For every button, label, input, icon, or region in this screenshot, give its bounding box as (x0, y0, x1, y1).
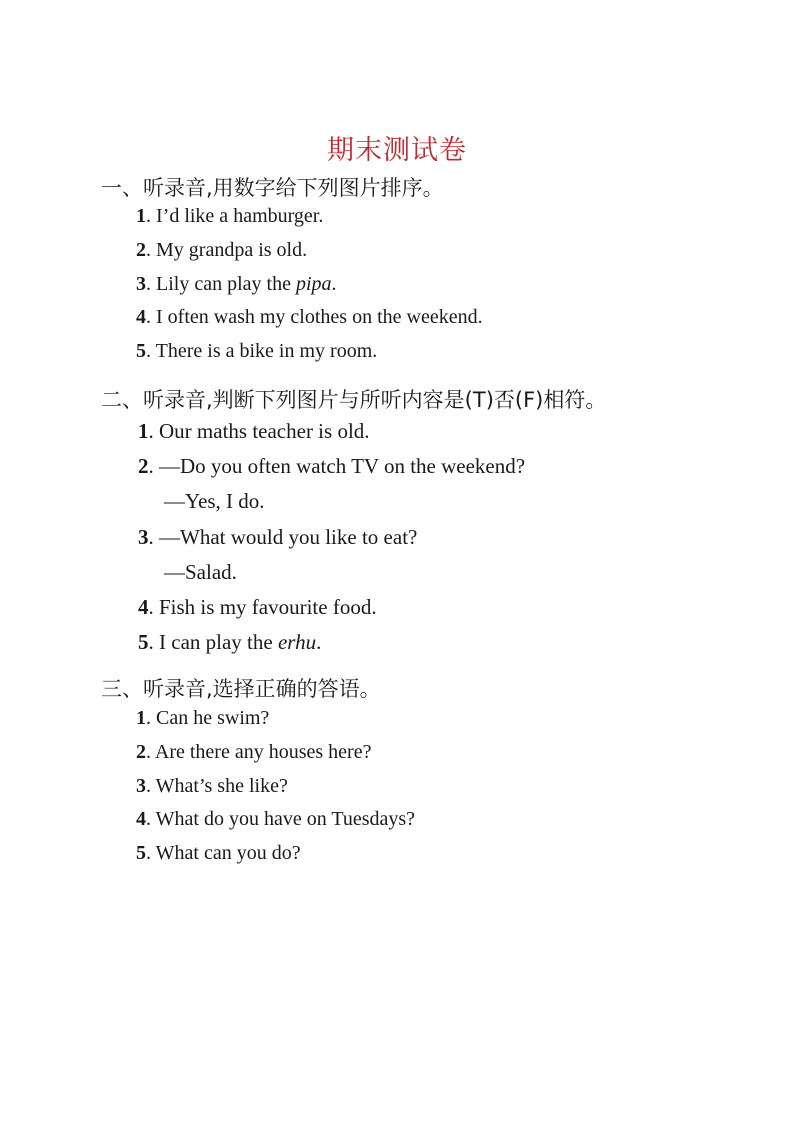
section-1-heading: 一、听录音,用数字给下列图片排序。 (101, 176, 444, 200)
item-number: 5 (138, 630, 149, 654)
section-1-item-1 (136, 205, 323, 228)
item-number: 2 (138, 454, 149, 478)
item-text: . I’d like a hamburger. (146, 205, 324, 227)
item-number: 3 (138, 525, 149, 549)
item-number: 1 (136, 707, 146, 729)
section-2-item-3 (138, 525, 417, 550)
item-text: . What’s she like? (146, 775, 288, 797)
section-3-item-1 (136, 707, 269, 730)
item-text: . Are there any houses here? (146, 741, 372, 763)
section-3-item-5 (136, 842, 301, 865)
item-number: 4 (136, 808, 146, 830)
item-text-end: . (331, 273, 337, 295)
item-text: . Can he swim? (146, 707, 270, 729)
item-number: 5 (136, 842, 146, 864)
section-2-item-3-reply: —Salad. (164, 560, 237, 584)
item-number: 2 (136, 741, 146, 763)
section-1-item-5 (136, 340, 377, 363)
item-text: . Our maths teacher is old. (148, 419, 370, 443)
section-3-item-2 (136, 741, 371, 764)
item-emphasis: pipa (295, 273, 332, 295)
item-text: . My grandpa is old. (146, 239, 308, 261)
item-number: 4 (138, 595, 149, 619)
section-1-item-4 (136, 306, 483, 329)
section-2-item-5 (138, 630, 321, 655)
item-text: . I often wash my clothes on the weekend. (146, 306, 483, 328)
item-emphasis: erhu (277, 630, 317, 654)
section-2-item-2-reply: —Yes, I do. (164, 489, 265, 513)
section-2-item-4 (138, 595, 377, 620)
item-number: 1 (138, 419, 149, 443)
item-text-end: . (316, 630, 322, 654)
item-number: 3 (136, 273, 146, 295)
item-text: . Fish is my favourite food. (148, 595, 377, 619)
item-text: . —What would you like to eat? (148, 525, 418, 549)
page-title: 期末测试卷 (327, 135, 467, 166)
item-text: . I can play the (148, 630, 278, 654)
section-2-item-2 (138, 454, 525, 479)
item-text: . What do you have on Tuesdays? (146, 808, 416, 830)
section-2-heading: 二、听录音,判断下列图片与所听内容是(T)否(F)相符。 (101, 388, 607, 412)
item-number: 5 (136, 340, 146, 362)
item-number: 2 (136, 239, 146, 261)
section-1-item-2 (136, 239, 307, 262)
item-text: . What can you do? (146, 842, 301, 864)
item-number: 3 (136, 775, 146, 797)
section-3-item-4 (136, 808, 415, 831)
item-number: 1 (136, 205, 146, 227)
section-2-item-1 (138, 419, 370, 444)
item-text: . Lily can play the (146, 273, 296, 295)
section-1-item-3 (136, 273, 337, 296)
item-number: 4 (136, 306, 146, 328)
item-text: . —Do you often watch TV on the weekend? (148, 454, 526, 478)
item-text: . There is a bike in my room. (146, 340, 378, 362)
section-3-heading: 三、听录音,选择正确的答语。 (101, 677, 381, 701)
section-3-item-3 (136, 775, 288, 798)
